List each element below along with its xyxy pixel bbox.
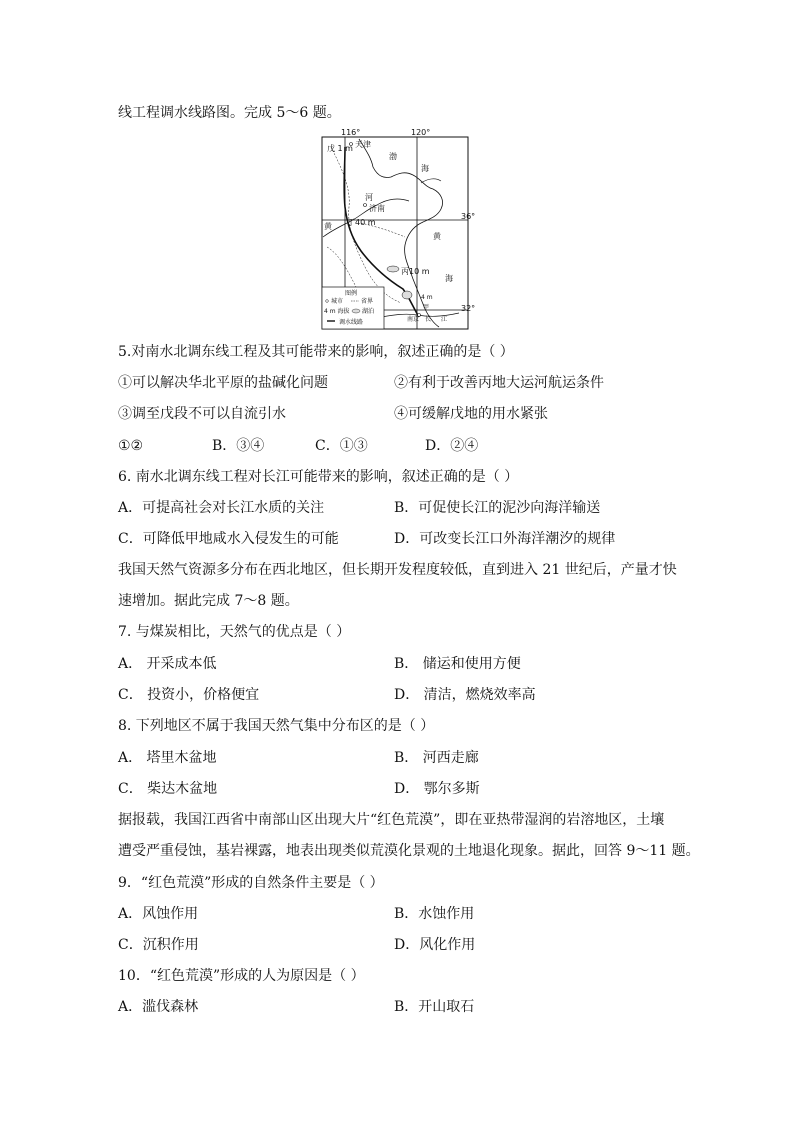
q9-option-b: B．水蚀作用	[394, 906, 475, 922]
passage2-line1: 我国天然气资源多分布在西北地区，但长期开发程度较低，直到进入 21 世纪后，产量才快	[118, 562, 677, 578]
intro-text: 线工程调水线路图。完成 5～6 题。	[118, 105, 341, 121]
map-label-huang1: 黄	[324, 222, 332, 231]
q8-option-b: B． 河西走廊	[394, 750, 479, 766]
q6-option-d: D．可改变长江口外海洋潮汐的规律	[394, 531, 616, 547]
passage2-line2: 速增加。据此完成 7～8 题。	[118, 593, 299, 609]
map-label-jia: 甲	[423, 304, 430, 311]
map-label-chang: 长	[425, 316, 432, 323]
map-label-hai1: 海	[421, 164, 429, 173]
legend-title: 图例	[345, 290, 358, 297]
q5-statement-3: ③调至戊段不可以自流引水	[118, 406, 286, 422]
map-label-nanjing: 南京	[407, 316, 420, 323]
map-label-jinan: 济南	[369, 204, 385, 213]
map-label-huang2: 黄	[433, 232, 441, 241]
q10-option-a: A．滥伐森林	[118, 999, 199, 1015]
q7-stem: 7. 与煤炭相比，天然气的优点是（ ）	[118, 624, 351, 640]
q8-option-d: D． 鄂尔多斯	[394, 781, 480, 797]
map-label-4m: 4 m	[421, 294, 433, 301]
map-label-jiang: 江	[441, 316, 448, 323]
map-label-he: 河	[365, 193, 373, 202]
legend-border: 省界	[361, 298, 374, 305]
q7-option-c: C． 投资小，价格便宜	[118, 687, 260, 703]
q5-stem: 5.对南水北调东线工程及其可能带来的影响，叙述正确的是（ ）	[118, 344, 514, 360]
passage3-line1: 据报载，我国江西省中南部山区出现大片“红色荒漠”，即在亚热带湿润的岩溶地区，土壤	[118, 812, 665, 828]
legend-city: 城市	[331, 298, 344, 305]
map-lat-36: 36°	[461, 212, 476, 221]
q8-option-c: C． 柴达木盆地	[118, 781, 218, 797]
q6-stem: 6. 南水北调东线工程对长江可能带来的影响，叙述正确的是（ ）	[118, 469, 519, 485]
map-label-bo: 渤	[389, 152, 397, 161]
map-lon-116: 116°	[341, 128, 361, 137]
q5-option-b: B．③④	[212, 438, 265, 454]
map-label-hai2: 海	[445, 274, 453, 283]
q5-option-c: C．①③	[315, 438, 368, 454]
q10-option-b: B．开山取石	[394, 999, 475, 1015]
water-diversion-map	[321, 127, 476, 332]
map-lon-120: 120°	[411, 128, 431, 137]
q10-stem: 10．“红色荒漠”形成的人为原因是（ ）	[118, 968, 365, 984]
legend-lake: 湖泊	[362, 308, 375, 315]
q9-option-a: A．风蚀作用	[118, 906, 199, 922]
q8-option-a: A． 塔里木盆地	[118, 750, 217, 766]
q7-option-b: B． 储运和使用方便	[394, 656, 521, 672]
q9-stem: 9．“红色荒漠”形成的自然条件主要是（ ）	[118, 875, 384, 891]
map-label-tianjin: 天津	[355, 140, 371, 149]
map-label-wu: 戊 1 m	[327, 144, 353, 153]
q6-option-a: A．可提高社会对长江水质的关注	[118, 500, 325, 516]
map-label-bing: 丙10 m	[401, 267, 430, 276]
q8-stem: 8. 下列地区不属于我国天然气集中分布区的是（ ）	[118, 718, 435, 734]
q5-statement-2: ②有利于改善丙地大运河航运条件	[394, 375, 604, 391]
q6-option-b: B．可促使长江的泥沙向海洋输送	[394, 500, 601, 516]
q9-option-d: D．风化作用	[394, 937, 476, 953]
map-label-ding: 丁40 m	[347, 218, 376, 227]
map-lat-32: 32°	[461, 304, 476, 313]
q5-statement-4: ④可缓解戊地的用水紧张	[394, 406, 548, 422]
q7-option-a: A． 开采成本低	[118, 656, 217, 672]
q7-option-d: D． 清洁，燃烧效率高	[394, 687, 536, 703]
q9-option-c: C．沉积作用	[118, 937, 199, 953]
legend-elevation: 4 m 海拔	[324, 308, 350, 315]
passage3-line2: 遭受严重侵蚀，基岩裸露，地表出现类似荒漠化景观的土地退化现象。据此，回答 9～11 题。	[118, 843, 700, 859]
q5-statement-1: ①可以解决华北平原的盐碱化问题	[118, 375, 328, 391]
q5-option-a: ①②	[118, 438, 144, 454]
q5-option-d: D．②④	[425, 438, 479, 454]
q6-option-c: C．可降低甲地咸水入侵发生的可能	[118, 531, 339, 547]
legend-route: 调水线路	[339, 319, 364, 326]
map-legend	[322, 287, 384, 329]
